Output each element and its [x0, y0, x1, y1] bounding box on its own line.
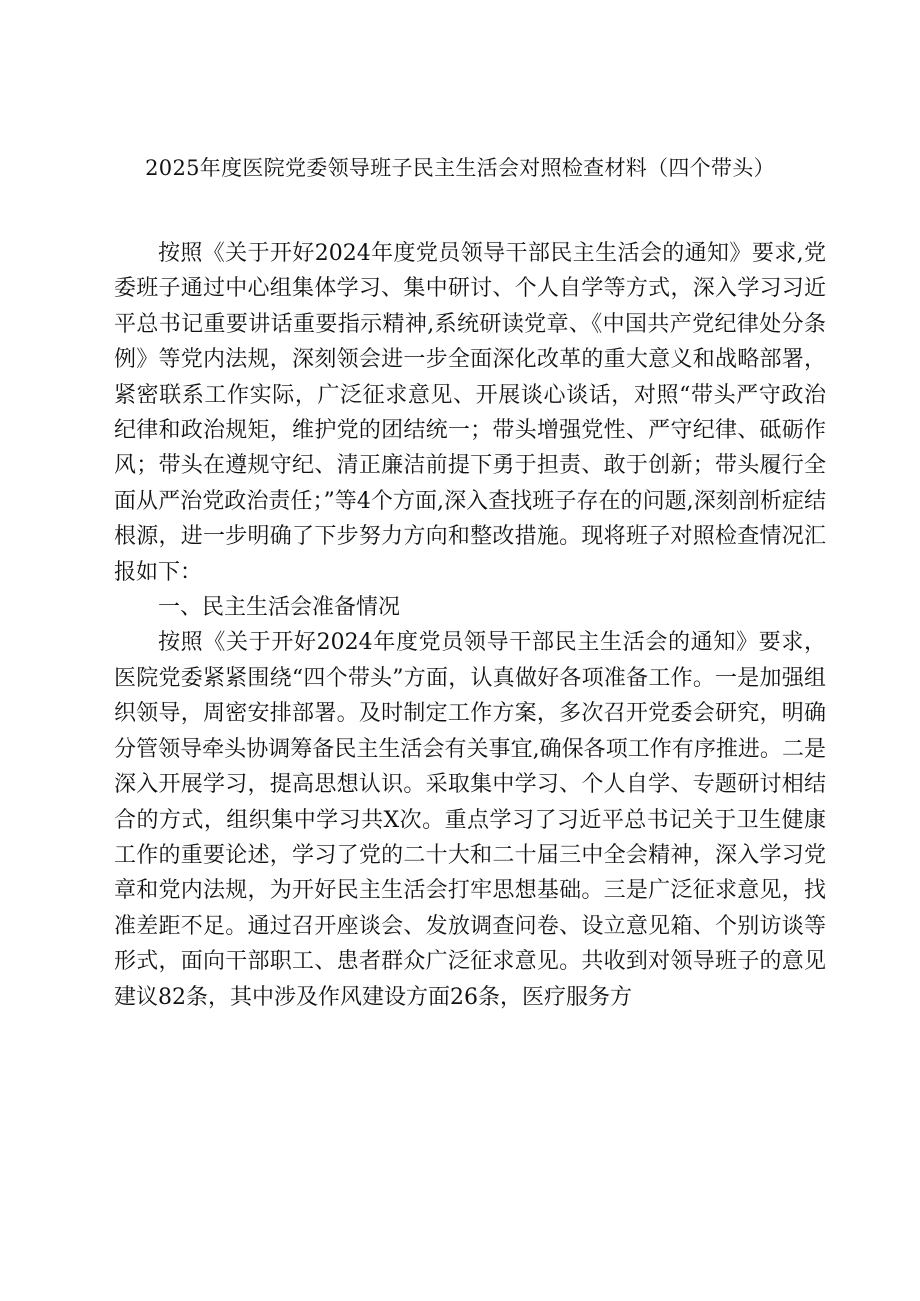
preparation-paragraph: 按照《关于开好2024年度党员领导干部民主生活会的通知》要求，医院党委紧紧围绕“四个带头”方面，认真做好各项准备工作。一是加强组织领导，周密安排部署。及时制定工作方案，多次召开党委会研究，明确分管领导牵头协调筹备民主生活会有关事宜,确保各项工作有序推进。二是深入开展学习，提高思想认识。采取集中学习、个人自学、专题研讨相结合的方式，组织集中学习共X次。重点学习了习近平总书记关于卫生健康工作的重要论述，学习了党的二十大和二十届三中全会精神，深入学习党章和党内法规，为开好民主生活会打牢思想基础。三是广泛征求意见，找准差距不足。通过召开座谈会、发放调查问卷、设立意见箱、个别访谈等形式，面向干部职工、患者群众广泛征求意见。共收到对领导班子的意见建议82条，其中涉及作风建设方面26条，医疗服务方: [114, 630, 826, 1010]
document-title: 2025年度医院党委领导班子民主生活会对照检查材料（四个带头）: [145, 156, 775, 180]
section-heading: 一、民主生活会准备情况: [158, 595, 401, 621]
document-body: [114, 236, 826, 1015]
intro-paragraph: 按照《关于开好2024年度党员领导干部民主生活会的通知》要求,党委班子通过中心组集体学习、集中研讨、个人自学等方式，深入学习习近平总书记重要讲话重要指示精神,系统研读党章、《中国共产党纪律处分条例》等党内法规，深刻领会进一步全面深化改革的重大意义和战略部署，紧密联系工作实际，广泛征求意见、开展谈心谈话，对照“带头严守政治纪律和政治规矩，维护党的团结统一；带头增强党性、严守纪律、砥砺作风；带头在遵规守纪、清正廉洁前提下勇于担责、敢于创新；带头履行全面从严治党政治责任；”等4个方面,深入查找班子存在的问题,深刻剖析症结根源，进一步明确了下步努力方向和整改措施。现将班子对照检查情况汇报如下：: [114, 241, 826, 585]
